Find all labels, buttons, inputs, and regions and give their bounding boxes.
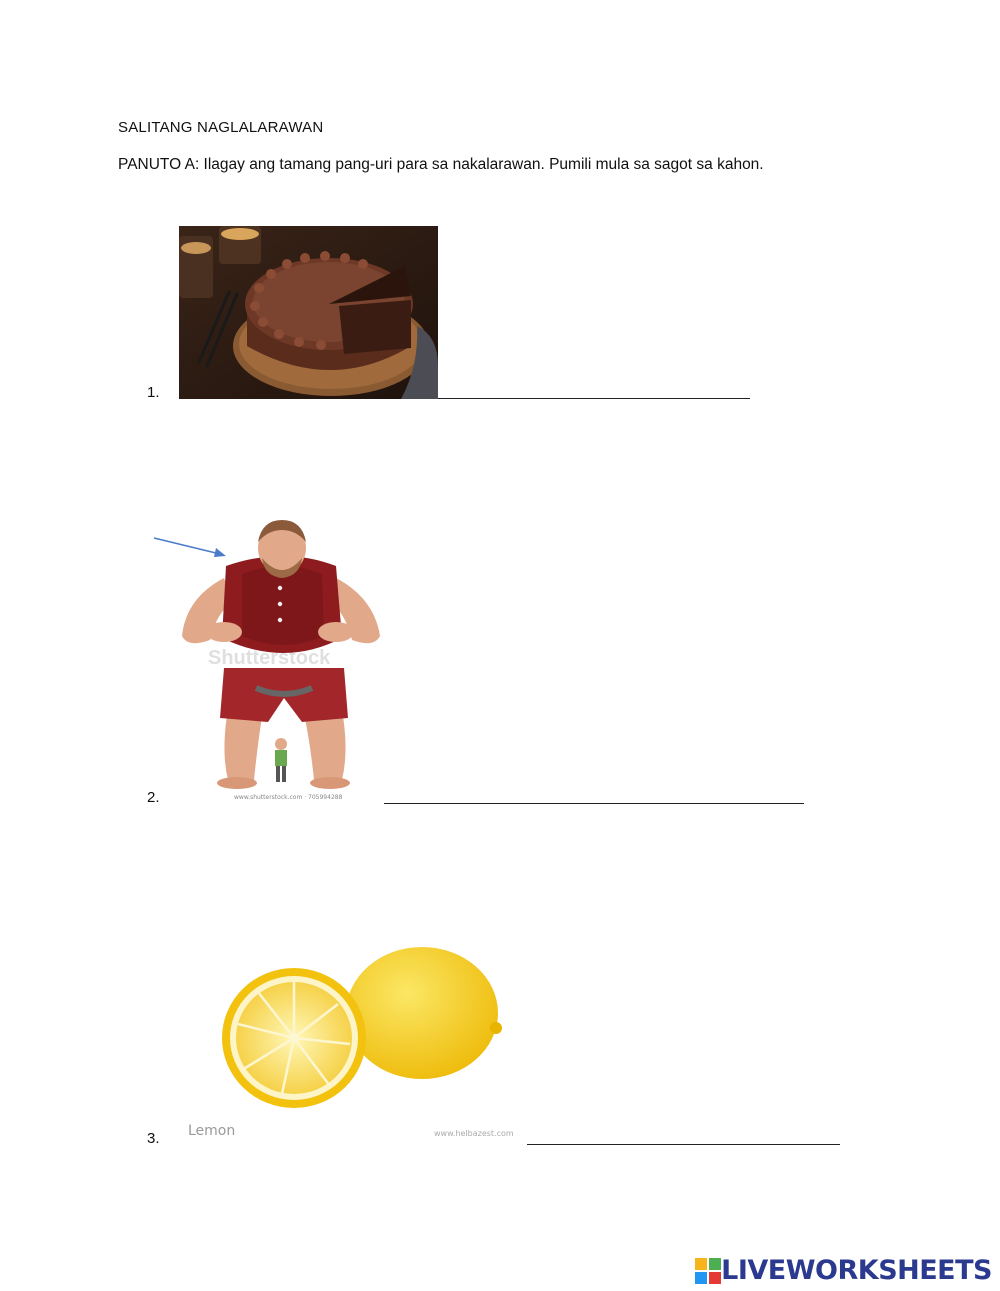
answer-blank-3[interactable] bbox=[527, 1144, 840, 1145]
item-2-number: 2. bbox=[147, 789, 160, 806]
image-credit-3: www.helbazest.com bbox=[434, 1129, 514, 1138]
lemon-label: Lemon bbox=[188, 1123, 236, 1139]
worksheet-title: SALITANG NAGLALARAWAN bbox=[118, 119, 324, 136]
image-credit-2: www.shutterstock.com · 705994288 bbox=[234, 794, 343, 801]
lemon-image bbox=[186, 940, 526, 1145]
answer-blank-2[interactable] bbox=[384, 803, 804, 804]
worksheet-instruction: PANUTO A: Ilagay ang tamang pang-uri para sa nakalarawan. Pumili mula sa sagot sa kahon. bbox=[118, 156, 764, 173]
logo-wordmark: LIVEWORKSHEETS bbox=[721, 1255, 992, 1286]
liveworksheets-logo[interactable] bbox=[695, 1255, 992, 1286]
watermark-text: Shutterstock bbox=[208, 647, 331, 669]
item-3-number: 3. bbox=[147, 1130, 160, 1147]
answer-blank-1[interactable] bbox=[438, 398, 750, 399]
giant-illustration-image bbox=[172, 518, 387, 803]
item-1-number: 1. bbox=[147, 384, 160, 401]
logo-grid-icon bbox=[695, 1258, 721, 1284]
chocolate-cake-image bbox=[179, 226, 438, 399]
